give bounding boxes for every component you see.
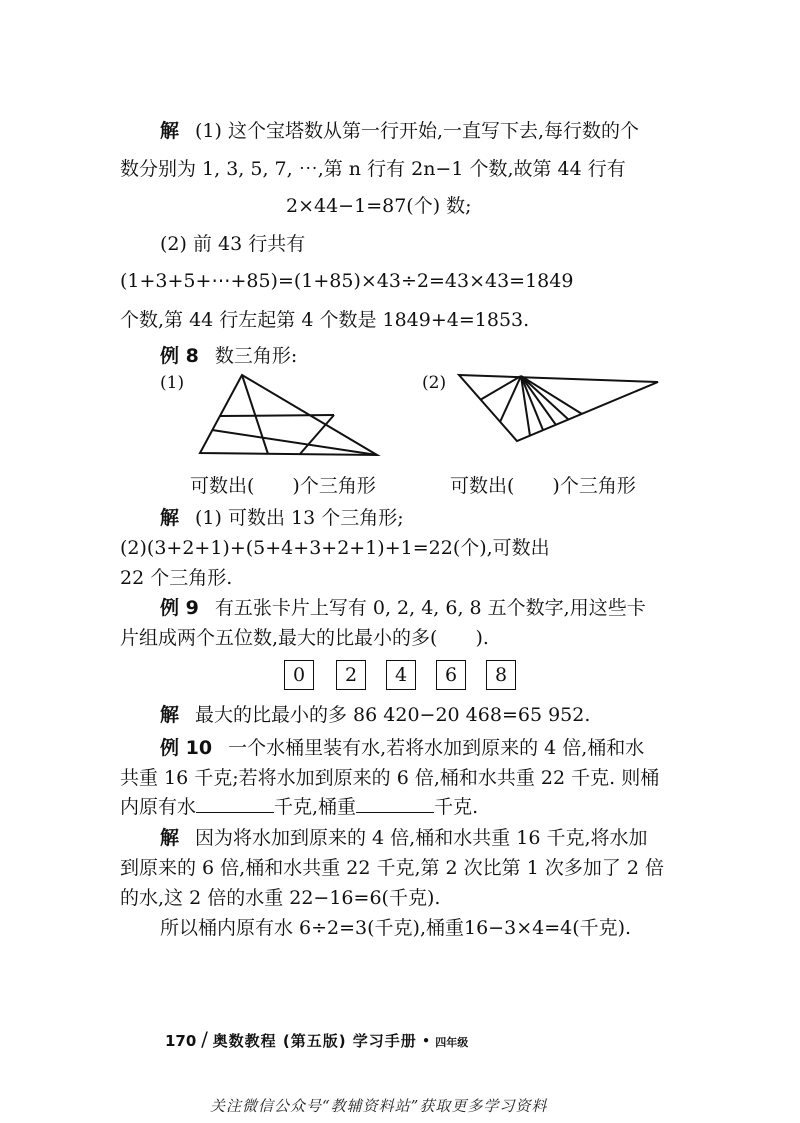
page-footer — [165, 1027, 468, 1051]
ex8-fig1-label: (1) — [160, 373, 185, 393]
ex8-solution-line1 — [160, 505, 404, 531]
fig2-ray-4 — [521, 376, 569, 420]
sol7-part1: (1) 这个宝塔数从第一行开始,一直写下去,每行数的个 — [195, 120, 640, 142]
fig1-cevian-b — [212, 430, 377, 455]
watermark-text: 关注微信公众号“教辅资料站”获取更多学习资料 — [210, 1097, 548, 1115]
book-title: 奥数教程 (第五版) 学习手册 — [212, 1032, 417, 1050]
sol7-line1 — [160, 118, 639, 144]
sol7-line3: 个数,第 44 行左起第 4 个数是 1849+4=1853. — [120, 309, 530, 331]
ex8-sol-part1: (1) 可数出 13 个三角形; — [195, 507, 404, 529]
ex8-caption-2: 可数出( )个三角形 — [450, 475, 636, 497]
sol7-question2: (2) 前 43 行共有 — [160, 233, 306, 255]
fig1-cevian-c — [220, 415, 334, 416]
ex9-label: 例 9 — [160, 597, 199, 619]
fig2-outer-triangle — [459, 375, 658, 441]
triangle-figure-2 — [455, 370, 665, 445]
digit-card-0: 0 — [284, 660, 314, 690]
fig2-ray-5 — [521, 376, 582, 414]
sol7-equation1: 2×44−1=87(个) 数; — [286, 195, 472, 217]
ex9-text-line2: 片组成两个五位数,最大的比最小的多( ). — [120, 627, 489, 649]
ex8-solution-line2: (2)(3+2+1)+(5+4+3+2+1)+1=22(个),可数出 — [120, 537, 550, 559]
answer-blank-water — [196, 794, 274, 813]
ex9-text1: 有五张卡片上写有 0, 2, 4, 6, 8 五个数字,用这些卡 — [214, 597, 646, 619]
ex8-sol-label: 解 — [160, 507, 180, 529]
page-number: 170 — [165, 1032, 197, 1050]
sol7-equation2: (1+3+5+⋯+85)=(1+85)×43÷2=43×43=1849 — [120, 270, 574, 292]
ex9-solution — [160, 702, 590, 728]
ex10-heading — [160, 735, 644, 761]
digit-card-4: 4 — [386, 660, 416, 690]
ex10-text-line2: 共重 16 千克;若将水加到原来的 6 倍,桶和水共重 22 千克. 则桶 — [120, 767, 660, 789]
answer-blank-bucket — [356, 794, 434, 813]
ex10-sol1: 因为将水加到原来的 4 倍,桶和水共重 16 千克,将水加 — [195, 827, 648, 849]
digit-card-2: 2 — [336, 660, 366, 690]
ex8-solution-line3: 22 个三角形. — [120, 567, 233, 589]
ex10-solution-line4: 所以桶内原有水 6÷2=3(千克),桶重16−3×4=4(千克). — [160, 917, 632, 939]
ex10-text3c: 千克. — [434, 796, 479, 818]
ex10-text3b: 千克,桶重 — [274, 796, 357, 818]
triangle-figure-1 — [190, 365, 390, 465]
ex10-solution-line1 — [160, 825, 648, 851]
ex10-label: 例 10 — [160, 737, 213, 759]
ex9-sol-label: 解 — [160, 704, 180, 726]
ex10-text-line3 — [120, 794, 478, 820]
digit-card-6: 6 — [436, 660, 466, 690]
fig1-cevian-a — [242, 375, 268, 454]
ex10-text3a: 内原有水 — [120, 796, 197, 818]
ex10-text1: 一个水桶里装有水,若将水加到原来的 4 倍,桶和水 — [228, 737, 645, 759]
ex10-sol-label: 解 — [160, 827, 180, 849]
ex8-text: 数三角形: — [214, 345, 298, 367]
digit-card-8: 8 — [486, 660, 516, 690]
ex9-heading — [160, 595, 646, 621]
ex10-solution-line3: 的水,这 2 倍的水重 22−16=6(千克). — [120, 887, 441, 909]
ex8-fig2-label: (2) — [422, 373, 447, 393]
footer-slash: / — [201, 1027, 208, 1051]
ex8-caption-1: 可数出( )个三角形 — [190, 475, 376, 497]
ex10-solution-line2: 到原来的 6 倍,桶和水共重 22 千克,第 2 次比第 1 次多加了 2 倍 — [120, 857, 665, 879]
ex8-label: 例 8 — [160, 345, 199, 367]
grade-label: 四年级 — [435, 1036, 469, 1049]
sol7-line2: 数分别为 1, 3, 5, 7, ⋯,第 n 行有 2n−1 个数,故第 44 行有 — [120, 158, 626, 180]
ex9-sol-text: 最大的比最小的多 86 420−20 468=65 952. — [195, 704, 591, 726]
sol7-label: 解 — [160, 120, 180, 142]
footer-dot: • — [421, 1032, 431, 1050]
